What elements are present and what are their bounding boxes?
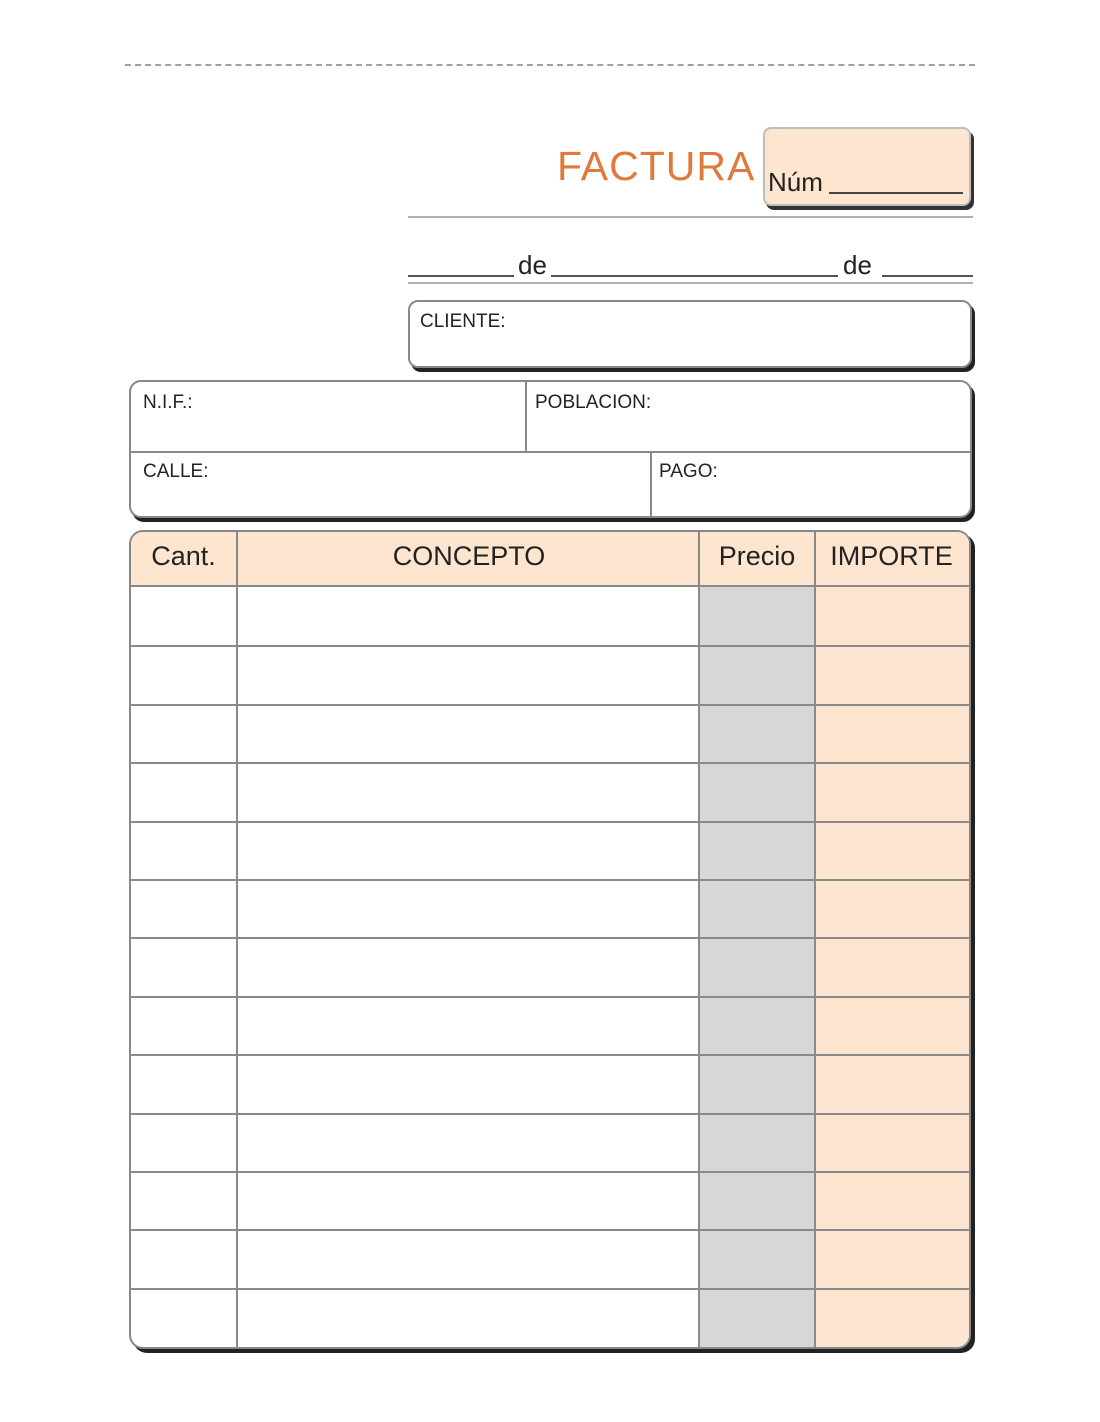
perforation-line <box>125 64 975 66</box>
table-row[interactable] <box>131 1171 969 1229</box>
date-row <box>408 248 973 284</box>
table-row[interactable] <box>131 587 969 645</box>
table-row[interactable] <box>131 937 969 995</box>
table-row[interactable] <box>131 1113 969 1171</box>
invoice-number-line <box>829 192 963 194</box>
table-row[interactable] <box>131 879 969 937</box>
column-header-cant: Cant. <box>151 541 216 571</box>
table-row[interactable] <box>131 762 969 820</box>
date-day-field[interactable] <box>408 275 514 277</box>
table-row[interactable] <box>131 1054 969 1112</box>
client-label: CLIENTE: <box>420 311 506 332</box>
table-row[interactable] <box>131 1288 969 1346</box>
client-field[interactable] <box>408 300 972 368</box>
pago-field[interactable] <box>652 453 970 516</box>
table-row[interactable] <box>131 1229 969 1287</box>
table-row[interactable] <box>131 996 969 1054</box>
invoice-number-label: Núm <box>768 167 823 197</box>
items-table <box>129 530 971 1349</box>
row-divider <box>131 879 969 881</box>
date-underline <box>408 282 973 284</box>
poblacion-field[interactable] <box>527 382 970 451</box>
pago-label: PAGO: <box>659 461 718 482</box>
document-title: FACTURA <box>557 143 756 189</box>
date-year-field[interactable] <box>882 275 973 277</box>
table-row[interactable] <box>131 704 969 762</box>
header-rule <box>408 216 973 218</box>
date-month-field[interactable] <box>551 275 838 277</box>
column-header-importe: IMPORTE <box>830 541 953 571</box>
nif-label: N.I.F.: <box>143 392 193 413</box>
row-divider <box>131 1054 969 1056</box>
table-row[interactable] <box>131 821 969 879</box>
row-divider <box>131 937 969 939</box>
date-separator-1: de <box>518 250 547 280</box>
calle-label: CALLE: <box>143 461 209 482</box>
row-divider <box>131 1113 969 1115</box>
row-divider <box>131 1229 969 1231</box>
column-header-concepto: CONCEPTO <box>392 541 546 571</box>
column-header-precio: Precio <box>718 541 796 571</box>
row-divider <box>131 704 969 706</box>
row-divider <box>131 1171 969 1173</box>
nif-field[interactable] <box>131 382 525 451</box>
row-divider <box>131 996 969 998</box>
row-divider <box>131 1288 969 1290</box>
calle-field[interactable] <box>131 453 650 516</box>
row-divider <box>131 821 969 823</box>
poblacion-label: POBLACION: <box>535 392 652 413</box>
date-separator-2: de <box>843 250 872 280</box>
row-divider <box>131 762 969 764</box>
table-row[interactable] <box>131 645 969 703</box>
customer-info-box <box>129 380 972 518</box>
invoice-number-box[interactable] <box>763 127 971 206</box>
row-divider <box>131 645 969 647</box>
